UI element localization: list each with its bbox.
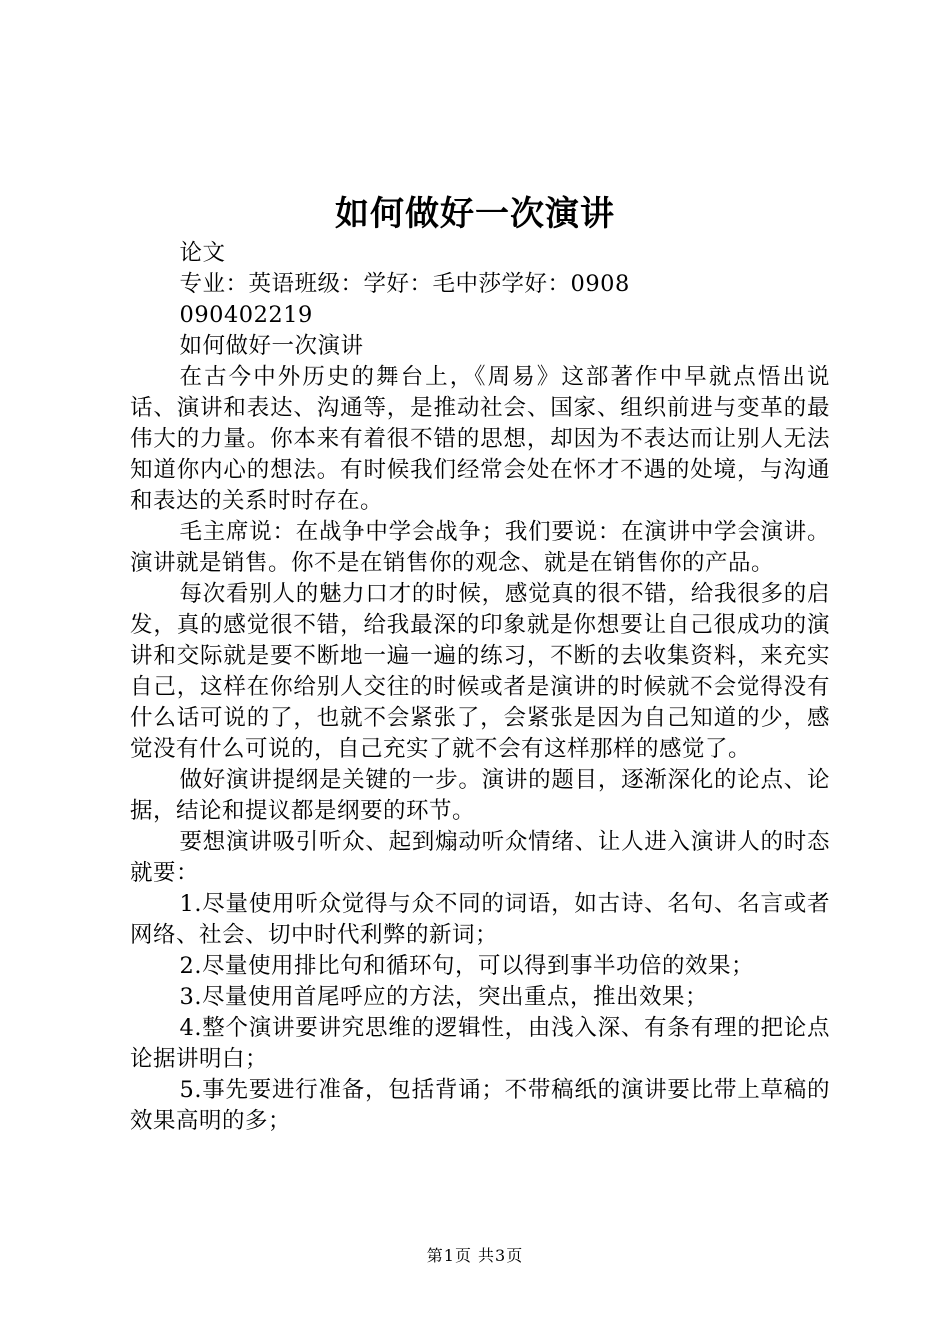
subtitle-line: 如何做好一次演讲 xyxy=(179,333,364,359)
paragraph: 每次看别人的魅力口才的时候，感觉真的很不错，给我很多的启发，真的感觉很不错，给我最深的印象就是你想要让自己很成功的演讲和交际就是要不断地一遍一遍的练习，不断的去收集资料，来充实自己，这样在你给别人交往的时候或者是演讲的时候就不会觉得没有什么话可说的了，也就不会紧张了，会紧张是因为自己知道的少，感觉没有什么可说的，自己充实了就不会有这样那样的感觉了。 xyxy=(130,581,830,762)
author-info-line: 专业：英语班级：学好：毛中莎学好：0908 xyxy=(179,271,630,297)
document-title: 如何做好一次演讲 xyxy=(335,194,615,234)
paragraph: 在古今中外历史的舞台上，《周易》这部著作中早就点悟出说话、演讲和表达、沟通等，是推动社会、国家、组织前进与变革的最伟大的力量。你本来有着很不错的思想，却因为不表达而让别人无法知道你内心的想法。有时候我们经常会处在怀才不遇的处境，与沟通和表达的关系时时存在。 xyxy=(130,364,830,514)
paragraph: 毛主席说：在战争中学会战争；我们要说：在演讲中学会演讲。演讲就是销售。你不是在销售你的观念、就是在销售你的产品。 xyxy=(130,519,830,576)
list-item: 4.整个演讲要讲究思维的逻辑性，由浅入深、有条有理的把论点论据讲明白； xyxy=(130,1015,830,1072)
document-body xyxy=(130,238,830,1137)
doc-label-line: 论文 xyxy=(179,240,226,266)
paragraph: 做好演讲提纲是关键的一步。演讲的题目，逐渐深化的论点、论据，结论和提议都是纲要的环节。 xyxy=(130,767,830,824)
student-id-line: 090402219 xyxy=(179,302,313,328)
list-item: 3.尽量使用首尾呼应的方法，突出重点，推出效果； xyxy=(179,984,708,1010)
page-footer: 第1页 共3页 xyxy=(426,1246,524,1265)
list-item: 2.尽量使用排比句和循环句，可以得到事半功倍的效果； xyxy=(179,953,754,979)
list-item: 1.尽量使用听众觉得与众不同的词语，如古诗、名句、名言或者网络、社会、切中时代利弊的新词； xyxy=(130,891,830,948)
paragraph: 要想演讲吸引听众、起到煽动听众情绪、让人进入演讲人的时态就要： xyxy=(130,829,830,886)
list-item: 5.事先要进行准备，包括背诵；不带稿纸的演讲要比带上草稿的效果高明的多； xyxy=(130,1077,830,1134)
